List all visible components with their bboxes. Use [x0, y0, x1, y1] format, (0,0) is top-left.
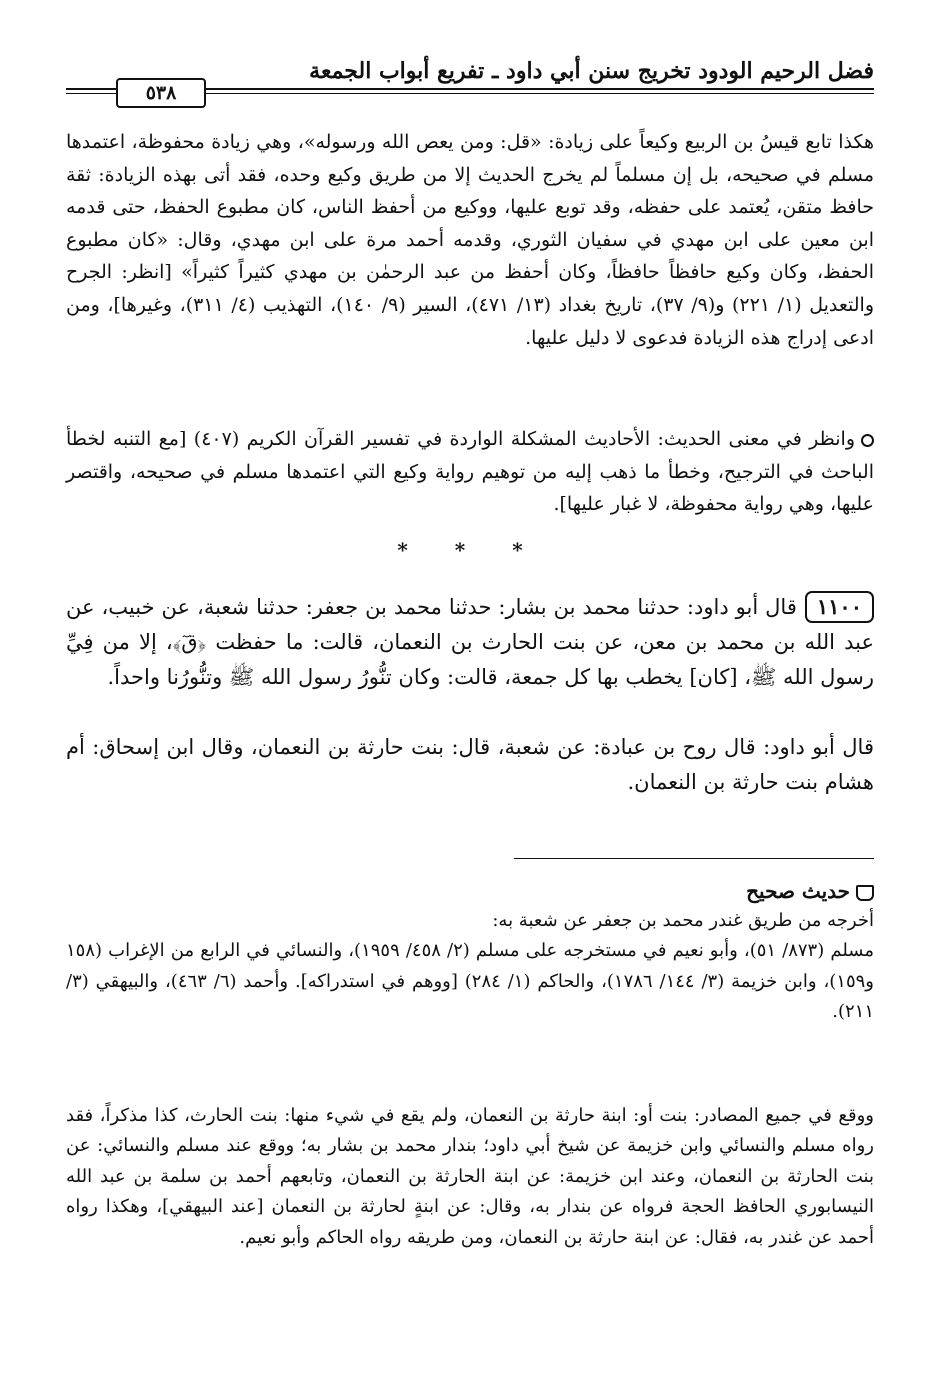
paragraph-row: [66, 590, 874, 695]
section-separator: * * *: [397, 538, 543, 562]
commentary-paragraph: [66, 126, 874, 354]
running-title: فضل الرحيم الودود تخريج سنن أبي داود ـ تفريع أبواب الجمعة: [309, 58, 874, 84]
takhrij-heading: [66, 876, 874, 906]
paragraph-row: [66, 423, 874, 521]
takhrij-line: مسلم (٨٧٣/ ٥١)، وأبو نعيم في مستخرجه على مسلم (٢/ ٤٥٨/ ١٩٥٩)، والنسائي في الرابع من الإغراب (١٥٨ و١٥٩)، وابن خزيمة (٣/ ١٤٤/ ١٧٨٦)، والحاكم (١/ ٢٨٤) [ووهم في استدراكه]. وأحمد (٦/ ٤٦٣)، والبيهقي (٣/ ٢١١).: [66, 940, 874, 1023]
paragraph-text: هكذا تابع قيسُ بن الربيع وكيعاً على زيادة: «قل: ومن يعص الله ورسوله»، وهي زيادة محفوظة، اعتمدها مسلم في صحيحه، بل إن مسلماً لم يخرج الحديث إلا من طريق وكيع وحده، فقد أتى بهذه الزيادة: ثقة حافظ متقن، يُعتمد على حفظه، وقد توبع عليها، ووكيع من أحفظ الناس، كان مطبوع الحفظ، حتى قدمه ابن معين على ابن مهدي في سفيان الثوري، وقدمه أحمد مرة على ابن مهدي، وقال: «كان مطبوع الحفظ، وكان وكيع حافظاً حافظاً، وكان أحفظ من عبد الرحمٰن بن مهدي كثيراً كثيراً» [انظر: الجرح والتعديل (١/ ٢٢١) و(٩/ ٣٧)، تاريخ بغداد (١٣/ ٤٧١)، السير (٩/ ١٤٠)، التهذيب (٤/ ٣١١)، وغيرها]، ومن ادعى إدراج هذه الزيادة فدعوى لا دليل عليها.: [66, 131, 874, 349]
page-number: ٥٣٨: [116, 78, 206, 108]
document-page: [66, 0, 874, 1374]
hadith-block: [66, 590, 874, 695]
footnote-rule: [514, 858, 874, 859]
paragraph-text: ووقع في جميع المصادر: بنت أو: ابنة حارثة بن النعمان، ولم يقع في شيء منها: بنت الحارث، كذا مذكراً، فقد رواه مسلم والنسائي وابن خزيمة عن شيخ أبي داود؛ بندار محمد بن بشار به؛ ووقع عند مسلم والنسائي: عن بنت الحارثة بن النعمان، وعند ابن خزيمة: عن ابنة الحارثة بن النعمان، وتابعهم أحمد بن سلمة بن عبد الله النيسابوري الحافظ الحجة فرواه عن بندار به، وقال: عن ابنةٍ لحارثة بن النعمان [عند البيهقي]، وهكذا رواه أحمد عن غندر به، فقال: عن ابنة حارثة بن النعمان، ومن طريقه رواه الحاكم وأبو نعيم.: [66, 1105, 874, 1248]
takhrij-line: أخرجه من طريق غندر محمد بن جعفر عن شعبة به:: [492, 910, 874, 931]
sources-note: [66, 1101, 874, 1253]
heading-text: حديث صحيح: [746, 879, 850, 903]
paragraph-text: وانظر في معنى الحديث: الأحاديث المشكلة الواردة في تفسير القرآن الكريم (٤٠٧) [مع التنبه لخطأ الباحث في الترجيح، وخطأ ما ذهب إليه من توهيم رواية وكيع التي اعتمدها مسلم في صحيحه، واقتصر عليها، وهي رواية محفوظة، لا غبار عليها].: [66, 428, 874, 516]
bullet-circle-icon: [861, 434, 874, 447]
paragraph-text: قال أبو داود: قال روح بن عبادة: عن شعبة، قال: بنت حارثة بن النعمان، وقال ابن إسحاق: أم هشام بنت حارثة بن النعمان.: [66, 735, 874, 794]
book-icon: [856, 885, 874, 901]
takhrij-section: [66, 876, 874, 1028]
abudawud-note: [66, 730, 874, 800]
hadith-text: قال أبو داود: حدثنا محمد بن بشار: حدثنا محمد بن جعفر: حدثنا شعبة، عن خبيب، عن عبد الله بن محمد بن معن، عن بنت الحارث بن النعمان، قالت: ما حفظت ﴿قٓ﴾، إلا من فِيِّ رسول الله ﷺ، [كان] يخطب بها كل جمعة، قالت: وكان تنُّورُ رسول الله ﷺ وتنُّورُنا واحداً.: [66, 595, 874, 689]
hadith-number: ١١٠٠: [805, 591, 874, 623]
reference-paragraph: [66, 423, 874, 521]
